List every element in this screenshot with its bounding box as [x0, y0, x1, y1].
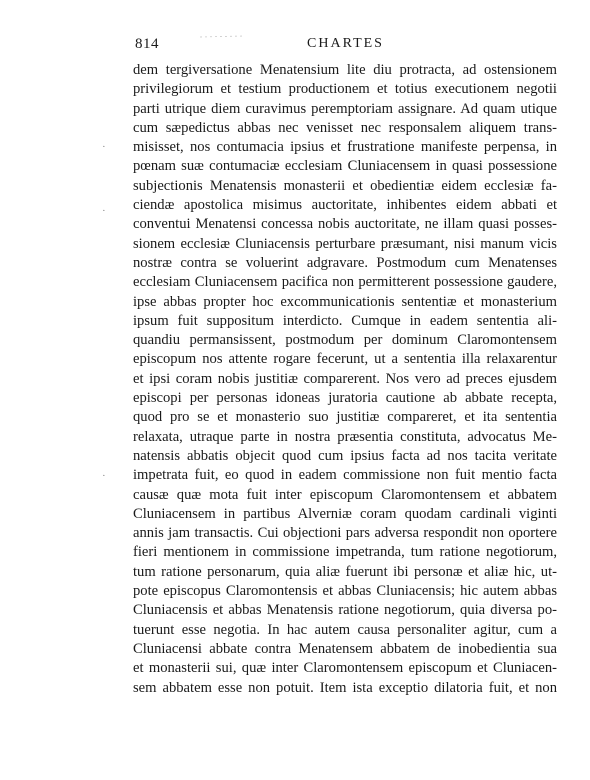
text-line: annis jam transactis. Cui objectioni pars adversa respondit non oportere: [133, 525, 557, 542]
text-line: Cluniacensis et abbas Menatensis ratione negotiorum, quia diversa po-: [133, 602, 557, 619]
margin-mark: ·: [102, 470, 106, 482]
text-line: tuerunt esse negotia. In hac autem causa personaliter agitur, cum a: [133, 621, 557, 638]
text-line: et monasterii sui, quæ inter Claromontensem episcopum et Cluniacen-: [133, 660, 557, 677]
page-header: [135, 36, 556, 56]
text-line: et ipsi coram nobis justitiæ comparerent. Nos vero ad preces ejusdem: [133, 370, 557, 387]
text-line: quod pro se et monasterio suo justitiæ compareret, et ita sententia: [133, 409, 557, 426]
running-title: CHARTES: [307, 36, 384, 51]
margin-mark: ·: [102, 141, 106, 153]
text-line: impetrata fuit, eo quod in eadem commissione non fuit mentio facta: [133, 467, 557, 484]
text-line: sem abbatem esse non potuit. Item ista exceptio dilatoria fuit, et non: [133, 679, 557, 696]
text-line: relaxata, utraque parte in nostra præsentia constituta, advocatus Me-: [133, 428, 557, 445]
text-line: pote episcopus Claromontensis et abbas Cluniacensis; hic autem abbas: [133, 583, 557, 600]
text-line: episcopum nos attente rogare fecerunt, ut a sententia illa relaxarentur: [133, 351, 557, 368]
text-line: ipse abbas propter hoc excommunicationis sententiæ et monasterium: [133, 293, 557, 310]
margin-mark: ·: [102, 205, 106, 217]
text-line: Cluniacensem in partibus Alverniæ coram quodam cardinali viginti: [133, 505, 557, 522]
text-line: fieri mentionem in commissione impetranda, tum ratione negotiorum,: [133, 544, 557, 561]
text-line: ecclesiam Cluniacensem pacifica non permitterent possessione gaudere,: [133, 274, 557, 291]
text-line: ipsum fuit suppositum interdicto. Cumque in eadem sententia ali-: [133, 312, 557, 329]
text-line: misisset, nos contumacia ipsius et frustratione manifeste perpensa, in: [133, 139, 557, 156]
text-line: episcopi per personas idoneas juratoria cautione ab abbate recepta,: [133, 390, 557, 407]
text-line: subjectionis Menatensis monasterii et obedientiæ eidem ecclesiæ fa-: [133, 177, 557, 194]
body-text: [133, 61, 557, 698]
text-line: cum sæpedictus abbas nec venisset nec responsalem aliquem trans-: [133, 119, 557, 136]
text-line: pœnam suæ contumaciæ ecclesiam Cluniacensem in quasi possessione: [133, 158, 557, 175]
text-line: tum ratione personarum, quia aliæ fuerunt ibi personæ et aliæ hic, ut-: [133, 563, 557, 580]
text-line: conventui Menatensi concessa nobis auctoritate, ne illam quasi posses-: [133, 216, 557, 233]
text-line: causæ quæ mota fuit inter episcopum Claromontensem et abbatem: [133, 486, 557, 503]
text-line: ciendæ apostolica misimus auctoritate, inhibentes eidem abbati et: [133, 197, 557, 214]
text-line: parti utrique diem curavimus peremptoriam assignare. Ad quam utique: [133, 100, 557, 117]
text-line: natensis abbatis objecit quod cum ipsius facta ad nos tacita veritate: [133, 447, 557, 464]
text-line: dem tergiversatione Menatensium lite diu protracta, ad ostensionem: [133, 62, 557, 78]
page-number: 814: [135, 36, 159, 52]
text-line: quandiu permansissent, postmodum per dominum Claromontensem: [133, 332, 557, 349]
text-line: nostræ contra se voluerint adgravare. Postmodum cum Menatenses: [133, 254, 557, 271]
text-line: privilegiorum et testium productionem et totius executionem negotii: [133, 81, 557, 98]
text-line: Cluniacensi abbate contra Menatensem abbatem de inobedientia sua: [133, 640, 557, 657]
text-line: sionem ecclesiæ Cluniacensis perturbare præsumant, nisi manum vicis: [133, 235, 557, 252]
